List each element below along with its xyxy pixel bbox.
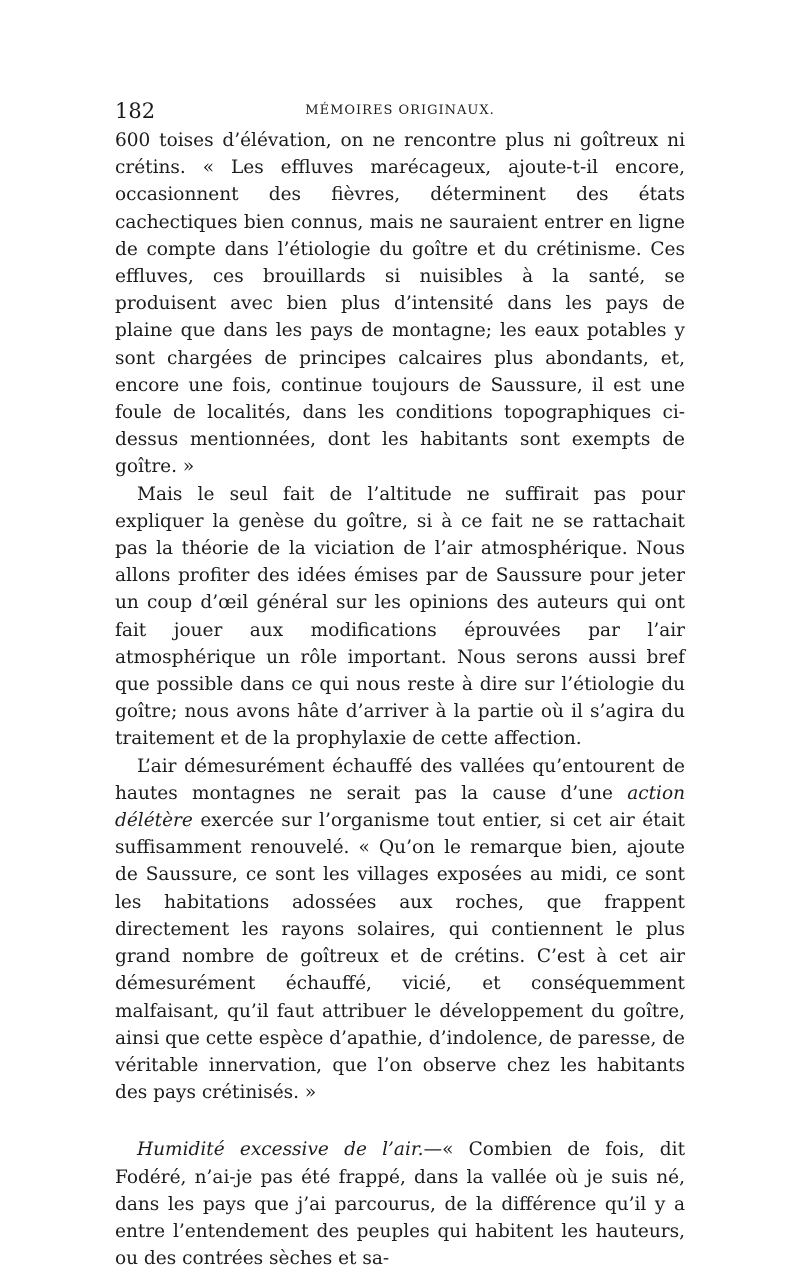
paragraph-humidity: [115, 1136, 685, 1272]
paragraph-heated-air: [115, 753, 685, 1107]
section-gap: [115, 1106, 685, 1136]
emphasis-action-deletere: action délétère: [115, 782, 685, 832]
paragraph-text-after: exercée sur l’organisme tout entier, si cet air était suffisamment renouvelé. « Qu’on le remarque bien, ajoute de Saussure, ce sont les villages exposées au midi, ce sont les habitations adossées aux roches, que frappent directement les rayons solaires, qui contiennent le plus grand nombre de goîtreux et de crétins. C’est à cet air démesurément échauffé, vicié, et conséquemment malfaisant, qu’il faut attribuer le développement du goître, ainsi que cette espèce d’apathie, d’indolence, de paresse, de véritable innervation, que l’on observe chez les habitants des pays crétinisés. »: [115, 810, 685, 1104]
paragraph-continuation: 600 toises d’élévation, on ne rencontre plus ni goîtreux ni crétins. « Les effluves marécageux, ajoute-t-il encore, occasionnent des fièvres, déterminent des états cachectiques bien connus, mais ne sauraient entrer en ligne de compte dans l’étiologie du goître et du crétinisme. Ces effluves, ces brouillards si nuisibles à la santé, se produisent avec bien plus d’intensité dans les pays de plaine que dans les pays de montagne; les eaux potables y sont chargées de principes calcaires plus abondants, et, encore une fois, continue toujours de Saussure, il est une foule de localités, dans les conditions topographiques ci-dessus mentionnées, dont les habitants sont exempts de goître. »: [115, 130, 685, 478]
body-text: [115, 127, 685, 1272]
paragraph-altitude: Mais le seul fait de l’altitude ne suffirait pas pour expliquer la genèse du goître, si à ce fait ne se rattachait pas la théorie de la viciation de l’air atmosphérique. Nous allons profiter des idées émises par de Saussure pour jeter un coup d’œil général sur les opinions des auteurs qui ont fait jouer aux modifications éprouvées par l’air atmosphérique un rôle important. Nous serons aussi bref que possible dans ce qui nous reste à dire sur l’étiologie du goître; nous avons hâte d’arriver à la partie où il s’agira du traitement et de la prophylaxie de cette affection.: [115, 483, 685, 750]
paragraph-text-before: L’air démesurément échauffé des vallées qu’entourent de hautes montagnes ne serait pas la cause d’une: [115, 755, 685, 804]
running-title: MÉMOIRES ORIGINAUX.: [305, 103, 495, 118]
section-heading-humidite: Humidité excessive de l’air.: [137, 1139, 424, 1161]
page-number: 182: [115, 99, 156, 123]
paragraph-humidity-text: —« Combien de fois, dit Fodéré, n’ai-je pas été frappé, dans la vallée où je suis né, dans les pays que j’ai parcourus, de la différence qu’il y a entre l’entendement des peuples qui habitent les hauteurs, ou des contrées sèches et sa-: [115, 1139, 686, 1270]
page-header: [115, 98, 685, 124]
